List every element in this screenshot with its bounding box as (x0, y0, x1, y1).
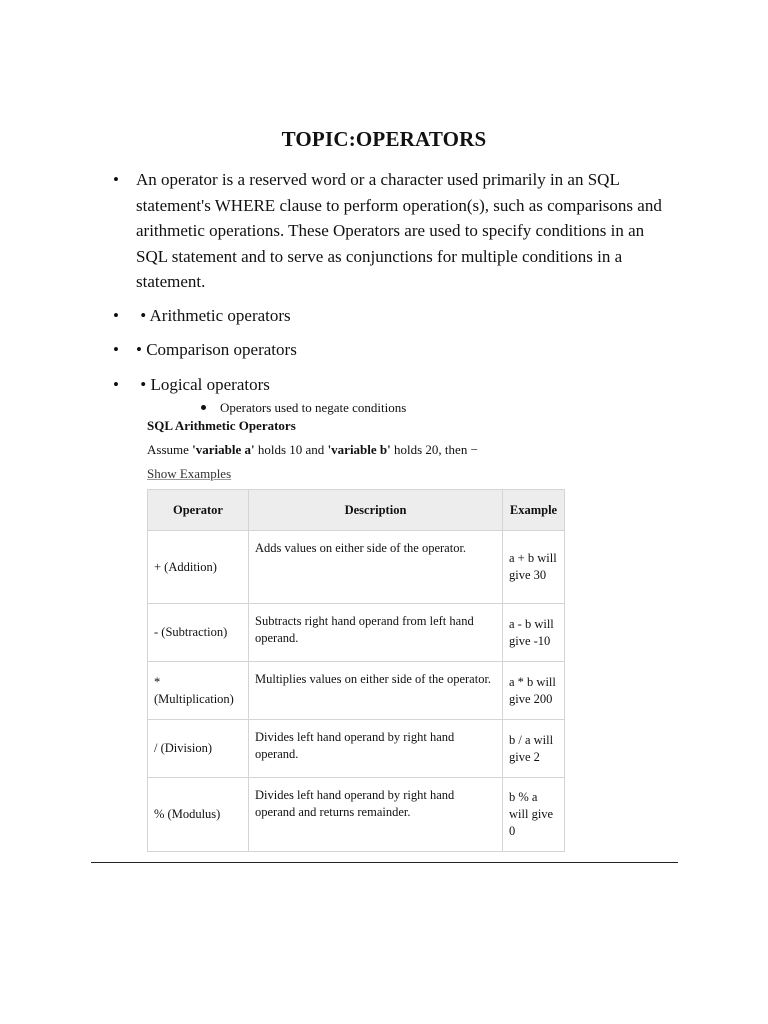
section-heading: SQL Arithmetic Operators (147, 418, 296, 433)
header-description: Description (249, 490, 503, 531)
example-cell: a * b will give 200 (503, 662, 565, 720)
example-cell: b / a will give 2 (503, 720, 565, 778)
description-cell: Subtracts right hand operand from left hand operand. (249, 604, 503, 662)
bullet-list (113, 167, 673, 397)
table-row (148, 662, 565, 720)
description-cell: Multiplies values on either side of the operator. (249, 662, 503, 720)
example-cell: a - b will give -10 (503, 604, 565, 662)
list-item-text: • Logical operators (136, 374, 270, 394)
show-examples-link[interactable]: Show Examples (147, 466, 232, 481)
assume-prefix: Assume (147, 442, 193, 457)
operator-cell: * (Multiplication) (148, 662, 249, 720)
bullet-dot-icon: • (113, 305, 119, 325)
operator-cell: - (Subtraction) (148, 604, 249, 662)
variable-a-label: 'variable a' (192, 442, 255, 457)
list-item-text: • Comparison operators (136, 340, 297, 359)
sub-list-item-text: Operators used to negate conditions (220, 400, 407, 415)
list-item (113, 372, 673, 398)
assume-suffix: holds 20, then − (390, 442, 478, 457)
table-row (148, 531, 565, 604)
variable-b-label: 'variable b' (327, 442, 391, 457)
operator-cell: % (Modulus) (148, 778, 249, 852)
assume-mid: holds 10 and (254, 442, 328, 457)
description-cell: Adds values on either side of the operator. (249, 531, 503, 604)
bullet-dot-icon: • (113, 374, 119, 394)
description-cell: Divides left hand operand by right hand operand. (249, 720, 503, 778)
table-header-row (148, 490, 565, 531)
bullet-dot-icon (201, 405, 206, 410)
table-row (148, 604, 565, 662)
operator-cell: / (Division) (148, 720, 249, 778)
list-item (113, 337, 673, 363)
description-cell: Divides left hand operand by right hand operand and returns remainder. (249, 778, 503, 852)
bullet-dot-icon: • (113, 340, 119, 359)
example-cell: b % a will give 0 (503, 778, 565, 852)
header-example: Example (503, 490, 565, 531)
assume-text (147, 442, 478, 458)
list-item-text: An operator is a reserved word or a character used primarily in an SQL statement's WHERE clause to perform operation(s), such as comparisons and arithmetic operations. These Operators are used to specify conditions in an SQL statement and to serve as conjunctions for multiple conditions in a statement. (136, 170, 662, 291)
operators-table (147, 489, 565, 852)
table-row (148, 778, 565, 852)
operator-cell: + (Addition) (148, 531, 249, 604)
example-cell: a + b will give 30 (503, 531, 565, 604)
sub-list-item (201, 400, 406, 416)
bullet-dot-icon: • (113, 170, 119, 189)
list-item-text: • Arithmetic operators (136, 305, 291, 325)
list-item (113, 303, 673, 329)
header-operator: Operator (148, 490, 249, 531)
page-title: TOPIC:OPERATORS (281, 127, 487, 151)
horizontal-rule (91, 862, 678, 863)
list-item (113, 167, 673, 295)
table-row (148, 720, 565, 778)
